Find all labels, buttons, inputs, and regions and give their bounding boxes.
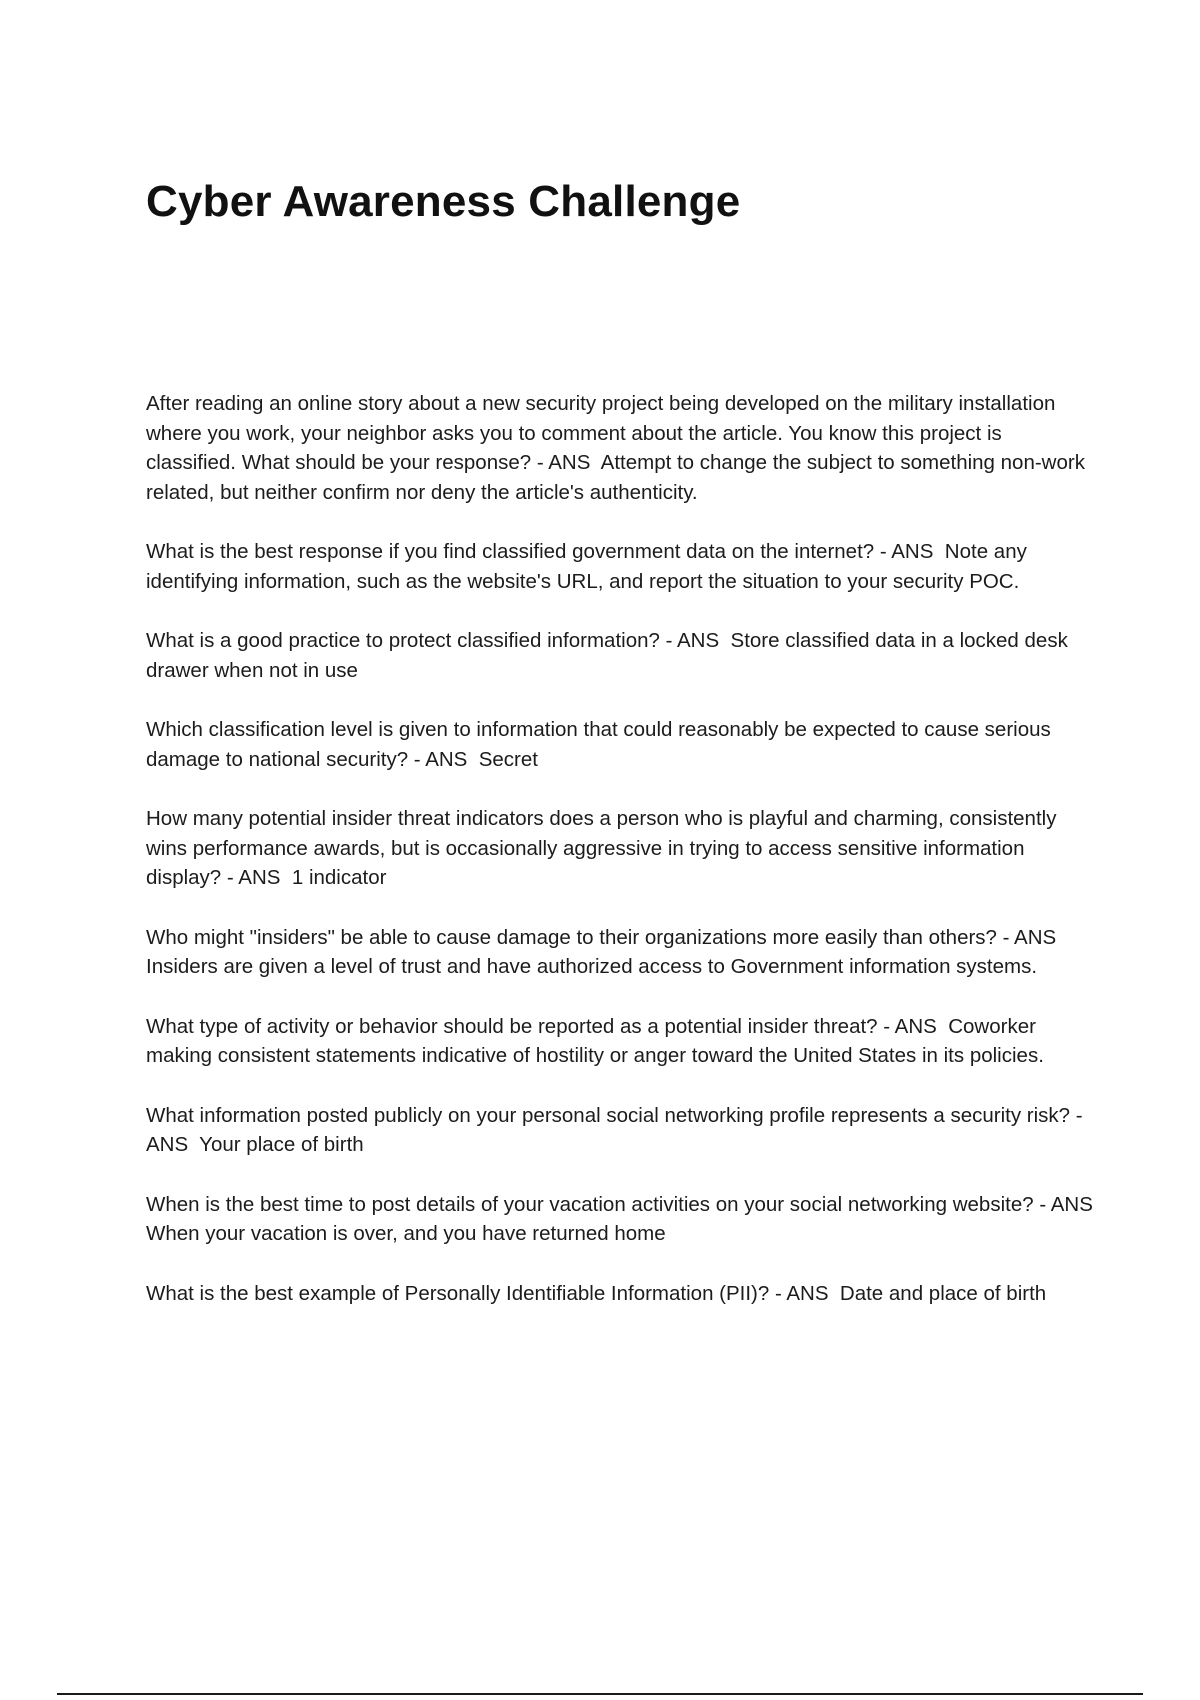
qa-item: How many potential insider threat indicators does a person who is playful and charming, consistently wins performance awards, but is occasionally aggressive in trying to access sensitive information display? - ANS 1 indicator bbox=[146, 807, 1063, 889]
page-title: Cyber Awareness Challenge bbox=[146, 177, 741, 226]
page-bottom-divider bbox=[57, 1693, 1143, 1695]
qa-item: When is the best time to post details of your vacation activities on your social networking website? - ANS When your vacation is over, and you have returned home bbox=[146, 1192, 1105, 1245]
qa-item: What is the best response if you find classified government data on the internet? - ANS Note any identifying information, such as the website's URL, and report the situation to your security POC. bbox=[146, 540, 1033, 593]
qa-item: Who might "insiders" be able to cause damage to their organizations more easily than others? - ANS Insiders are given a level of trust and have authorized access to Government information systems. bbox=[146, 925, 1068, 978]
qa-item: What information posted publicly on your personal social networking profile represents a security risk? - ANS Your place of birth bbox=[146, 1103, 1088, 1156]
qa-item: What type of activity or behavior should be reported as a potential insider threat? - ANS Coworker making consistent statements indicative of hostility or anger toward the United States in its policies. bbox=[146, 1014, 1044, 1067]
qa-item: After reading an online story about a new security project being developed on the military installation where you work, your neighbor asks you to comment about the article. You know this project is classified. What should be your response? - ANS Attempt to change the subject to something non-work related, but neither confirm nor deny the article's authenticity. bbox=[146, 392, 1091, 504]
qa-item: What is the best example of Personally Identifiable Information (PII)? - ANS Date and place of birth bbox=[146, 1281, 1047, 1305]
qa-item: What is a good practice to protect classified information? - ANS Store classified data in a locked desk drawer when not in use bbox=[146, 629, 1074, 682]
qa-item: Which classification level is given to information that could reasonably be expected to cause serious damage to national security? - ANS Secret bbox=[146, 718, 1057, 771]
qa-list bbox=[146, 389, 1105, 1338]
